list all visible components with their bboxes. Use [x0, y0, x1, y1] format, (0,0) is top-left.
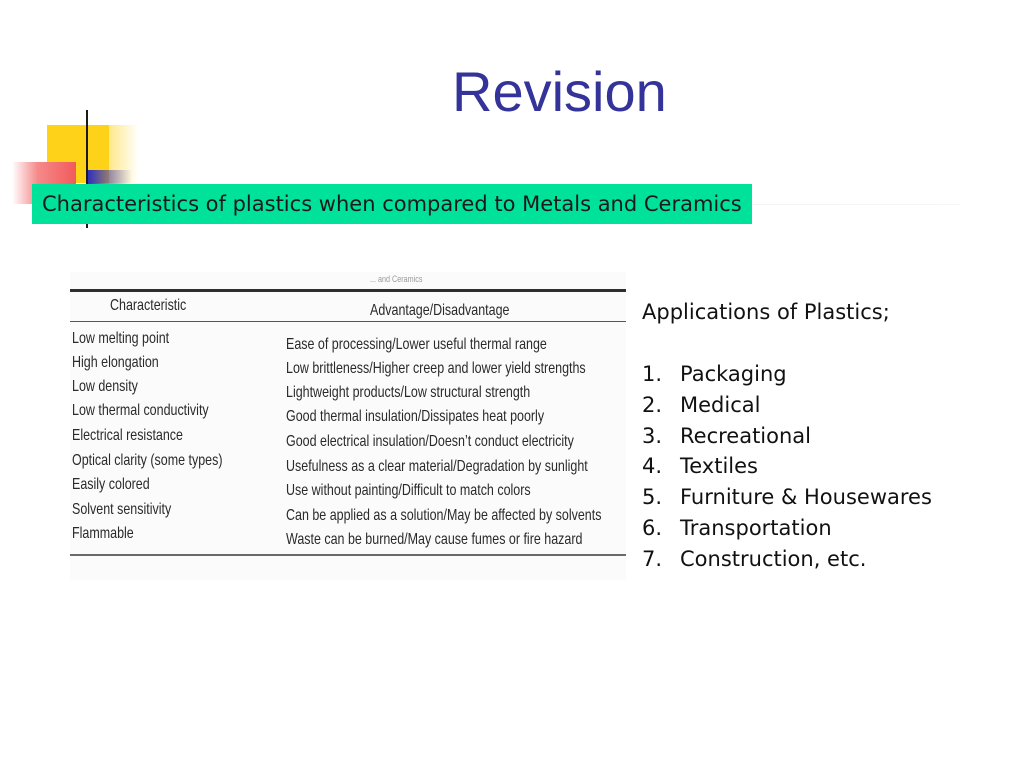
list-item	[642, 359, 1012, 390]
table-row	[70, 402, 626, 426]
list-item	[642, 390, 1012, 421]
table-header-rule	[70, 321, 626, 322]
table-cell-advantage: Waste can be burned/May cause fumes or fire hazard	[286, 531, 583, 548]
list-item-number: 7.	[642, 546, 663, 571]
list-item-label: Medical	[680, 392, 761, 417]
list-item-label: Transportation	[680, 515, 832, 540]
table-row	[70, 452, 626, 476]
table-bottom-rule	[70, 554, 626, 556]
characteristics-table	[70, 272, 626, 580]
list-item	[642, 513, 1012, 544]
slide-subtitle-banner: Characteristics of plastics when compared to Metals and Ceramics	[32, 184, 752, 224]
table-cell-advantage: Good thermal insulation/Dissipates heat poorly	[286, 408, 545, 425]
table-cell-characteristic: Low thermal conductivity	[72, 402, 209, 419]
list-item-label: Textiles	[680, 454, 759, 479]
list-item	[642, 482, 1012, 513]
table-cell-advantage: Low brittleness/Higher creep and lower yield strengths	[286, 360, 586, 377]
list-item-number: 2.	[642, 392, 663, 417]
table-cell-characteristic: Optical clarity (some types)	[72, 452, 223, 469]
table-row	[70, 330, 626, 354]
list-item-label: Furniture & Housewares	[680, 485, 932, 510]
list-item-number: 6.	[642, 515, 663, 540]
table-row	[70, 476, 626, 500]
list-item-number: 4.	[642, 454, 663, 479]
table-row	[70, 354, 626, 378]
table-cell-characteristic: Solvent sensitivity	[72, 501, 172, 518]
applications-title: Applications of Plastics;	[642, 300, 890, 324]
table-cell-characteristic: Easily colored	[72, 476, 150, 493]
list-item-number: 1.	[642, 362, 663, 386]
table-cell-advantage: Lightweight products/Low structural strength	[286, 384, 531, 401]
table-cell-advantage: Ease of processing/Lower useful thermal range	[286, 336, 547, 353]
table-cell-characteristic: Flammable	[72, 525, 134, 542]
list-item-number: 3.	[642, 423, 663, 448]
table-cell-advantage: Good electrical insulation/Doesn’t conduct electricity	[286, 433, 574, 450]
table-cell-characteristic: Low melting point	[72, 330, 170, 347]
table-cell-advantage: Can be applied as a solution/May be affected by solvents	[286, 507, 602, 524]
table-cell-advantage: Usefulness as a clear material/Degradation by sunlight	[286, 458, 588, 475]
table-row	[70, 427, 626, 451]
table-scan-caption: ... and Ceramics	[370, 274, 423, 284]
slide-title: Revision	[452, 60, 667, 123]
list-item-label: Recreational	[680, 423, 812, 448]
list-item	[642, 544, 1012, 575]
table-header-advantage: Advantage/Disadvantage	[370, 302, 510, 319]
table-row	[70, 501, 626, 525]
table-cell-characteristic: Electrical resistance	[72, 427, 183, 444]
table-row	[70, 525, 626, 549]
applications-section	[642, 297, 1012, 575]
table-header-characteristic: Characteristic	[110, 297, 187, 314]
table-row	[70, 378, 626, 402]
table-top-rule	[70, 289, 626, 292]
table-cell-characteristic: Low density	[72, 378, 138, 395]
list-item	[642, 451, 1012, 482]
list-item-label: Construction, etc.	[680, 546, 867, 571]
applications-list	[642, 359, 1012, 575]
table-cell-advantage: Use without painting/Difficult to match colors	[286, 482, 531, 499]
list-item-label: Packaging	[680, 362, 787, 386]
table-cell-characteristic: High elongation	[72, 354, 159, 371]
list-item-number: 5.	[642, 485, 663, 510]
list-item	[642, 421, 1012, 452]
